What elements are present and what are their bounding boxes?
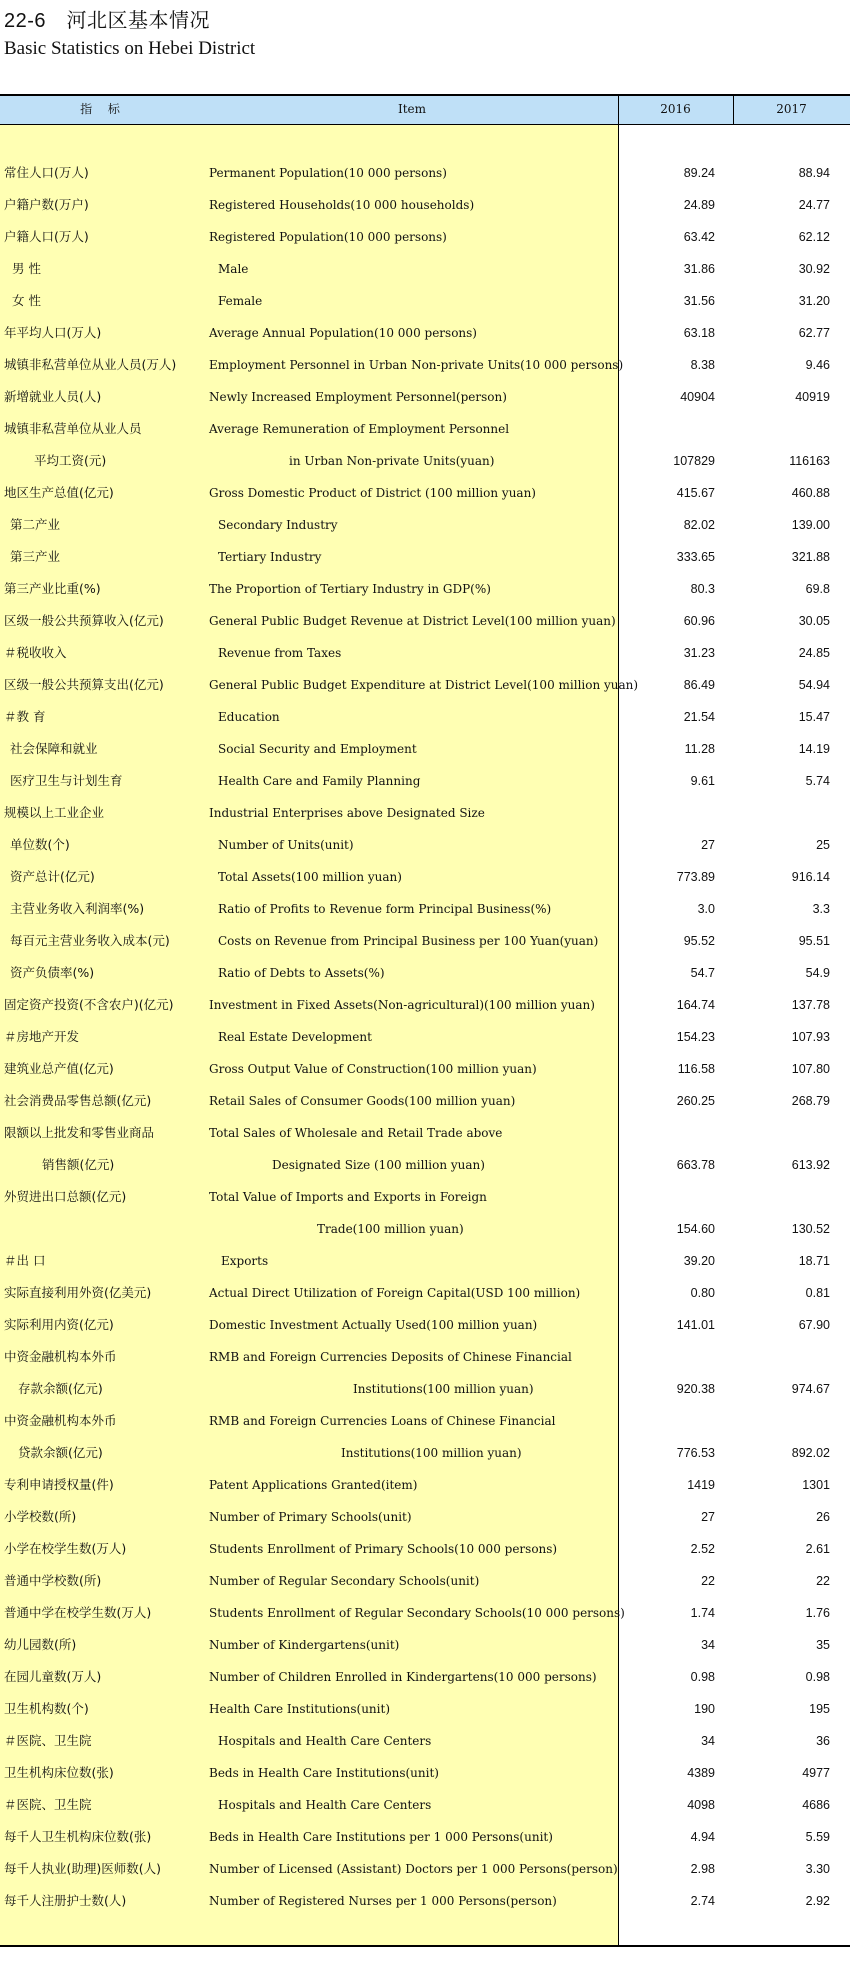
item-en: Number of Primary Schools(unit): [209, 1510, 412, 1524]
table-row: [0, 1309, 850, 1341]
item-en: Female: [218, 294, 263, 308]
item-cn: ＃教 育: [4, 709, 46, 724]
table-row: [0, 1373, 850, 1405]
value-2016: 27: [701, 1510, 715, 1524]
item-en: Beds in Health Care Institutions per 1 000 Persons(unit): [209, 1830, 553, 1844]
value-2017: 613.92: [791, 1158, 830, 1172]
table-row: [0, 829, 850, 861]
item-en: Real Estate Development: [218, 1030, 372, 1044]
value-2017: 321.88: [791, 550, 830, 564]
item-en: Patent Applications Granted(item): [209, 1478, 418, 1492]
value-2017: 36: [816, 1734, 830, 1748]
item-en: Number of Regular Secondary Schools(unit): [209, 1574, 480, 1588]
item-en: Education: [218, 710, 280, 724]
table-row: [0, 157, 850, 189]
value-2017: 40919: [795, 390, 830, 404]
value-2017: 54.9: [805, 966, 830, 980]
value-2017: 460.88: [791, 486, 830, 500]
item-cn: 专利申请授权量(件): [4, 1477, 114, 1492]
item-cn: ＃医院、卫生院: [4, 1797, 92, 1812]
value-2017: 1.76: [805, 1606, 830, 1620]
header-2016: 2016: [660, 102, 691, 116]
header-2017: 2017: [776, 102, 807, 116]
page-subtitle: Basic Statistics on Hebei District: [4, 38, 256, 59]
item-cn: 幼儿园数(所): [4, 1637, 77, 1652]
item-en: Registered Households(10 000 households): [209, 198, 475, 212]
value-2016: 141.01: [676, 1318, 715, 1332]
value-2017: 88.94: [798, 166, 830, 180]
item-en: The Proportion of Tertiary Industry in GDP(%): [209, 582, 491, 596]
value-2017: 31.20: [798, 294, 830, 308]
item-en: Health Care Institutions(unit): [209, 1702, 391, 1716]
value-2017: 4686: [802, 1798, 830, 1812]
item-cn: 资产负债率(%): [10, 965, 95, 980]
table-row: [0, 765, 850, 797]
table-row: [0, 221, 850, 253]
value-2016: 2.52: [690, 1542, 715, 1556]
value-2017: 15.47: [798, 710, 830, 724]
item-en: General Public Budget Revenue at District Level(100 million yuan): [209, 614, 616, 628]
item-cn: 男 性: [12, 261, 41, 276]
value-2017: 26: [816, 1510, 830, 1524]
item-en: RMB and Foreign Currencies Loans of Chinese Financial: [209, 1414, 556, 1428]
item-en: Beds in Health Care Institutions(unit): [209, 1766, 439, 1780]
item-en: Male: [218, 262, 249, 276]
table-row: [0, 349, 850, 381]
item-en: Students Enrollment of Primary Schools(10 000 persons): [209, 1542, 558, 1556]
item-cn: 年平均人口(万人): [4, 325, 102, 340]
table-row: [0, 989, 850, 1021]
item-cn: 外贸进出口总额(亿元): [4, 1189, 127, 1204]
value-2017: 14.19: [798, 742, 830, 756]
table-row: [0, 1405, 850, 1437]
table-row: [0, 1021, 850, 1053]
item-en: Number of Registered Nurses per 1 000 Persons(person): [209, 1894, 557, 1908]
value-2017: 130.52: [791, 1222, 830, 1236]
value-2017: 54.94: [798, 678, 830, 692]
table-row: [0, 1181, 850, 1213]
table-row: [0, 1565, 850, 1597]
item-en: RMB and Foreign Currencies Deposits of Chinese Financial: [209, 1350, 572, 1364]
table-row: [0, 1661, 850, 1693]
table-row: [0, 1629, 850, 1661]
value-2016: 190: [694, 1702, 715, 1716]
value-2016: 22: [701, 1574, 715, 1588]
item-cn: 建筑业总产值(亿元): [4, 1061, 114, 1076]
item-cn: 第三产业: [10, 549, 61, 564]
value-2016: 2.74: [690, 1894, 715, 1908]
item-cn: 普通中学校数(所): [4, 1573, 102, 1588]
table-row: [0, 1885, 850, 1917]
table-row: [0, 1053, 850, 1085]
table-row: [0, 925, 850, 957]
table-row: [0, 285, 850, 317]
item-cn: 普通中学在校学生数(万人): [4, 1605, 152, 1620]
table-row: [0, 1533, 850, 1565]
value-2016: 60.96: [683, 614, 715, 628]
item-en: Institutions(100 million yuan): [341, 1446, 522, 1460]
item-cn: 在园儿童数(万人): [4, 1669, 102, 1684]
item-cn: 每百元主营业务收入成本(元): [10, 933, 170, 948]
table-row: [0, 445, 850, 477]
table-row: [0, 477, 850, 509]
table-bottom-rule: [0, 1945, 850, 1947]
table-row: [0, 1789, 850, 1821]
value-2017: 62.12: [798, 230, 830, 244]
item-cn: 区级一般公共预算收入(亿元): [4, 613, 164, 628]
value-2016: 920.38: [676, 1382, 715, 1396]
item-en: Number of Units(unit): [218, 838, 354, 852]
header-item-en: Item: [397, 102, 427, 116]
table-row: [0, 1149, 850, 1181]
item-cn: 单位数(个): [10, 837, 70, 852]
table-row: [0, 1341, 850, 1373]
value-2016: 24.89: [683, 198, 715, 212]
item-en: Actual Direct Utilization of Foreign Capital(USD 100 million): [209, 1286, 581, 1300]
table-row: [0, 573, 850, 605]
value-2016: 31.86: [683, 262, 715, 276]
item-cn: 新增就业人员(人): [4, 389, 102, 404]
value-2017: 62.77: [798, 326, 830, 340]
item-cn: 社会保障和就业: [10, 741, 98, 756]
item-cn: 区级一般公共预算支出(亿元): [4, 677, 164, 692]
item-cn: 小学校数(所): [4, 1509, 77, 1524]
value-2016: 34: [701, 1734, 715, 1748]
item-en: Gross Domestic Product of District (100 million yuan): [209, 486, 536, 500]
value-2016: 2.98: [690, 1862, 715, 1876]
table-row: [0, 509, 850, 541]
table-row: [0, 957, 850, 989]
item-en: Health Care and Family Planning: [218, 774, 421, 788]
item-cn: 卫生机构数(个): [4, 1701, 89, 1716]
value-2016: 31.56: [683, 294, 715, 308]
item-en: Domestic Investment Actually Used(100 million yuan): [209, 1318, 538, 1332]
item-en: Number of Kindergartens(unit): [209, 1638, 400, 1652]
item-en: Social Security and Employment: [218, 742, 417, 756]
value-2017: 5.74: [805, 774, 830, 788]
value-2016: 95.52: [683, 934, 715, 948]
item-cn: 户籍户数(万户): [4, 197, 89, 212]
table-row: [0, 189, 850, 221]
table-row: [0, 669, 850, 701]
item-cn: 限额以上批发和零售业商品: [4, 1125, 155, 1140]
value-2017: 22: [816, 1574, 830, 1588]
table-row: [0, 381, 850, 413]
value-2017: 107.80: [791, 1062, 830, 1076]
value-2016: 63.18: [683, 326, 715, 340]
value-2016: 8.38: [690, 358, 715, 372]
value-2016: 21.54: [683, 710, 715, 724]
table-row: [0, 1437, 850, 1469]
value-2016: 1.74: [690, 1606, 715, 1620]
table-row: [0, 317, 850, 349]
value-2016: 4098: [687, 1798, 715, 1812]
item-cn: 城镇非私营单位从业人员: [4, 421, 142, 436]
table-row: [0, 1213, 850, 1245]
item-en: Total Sales of Wholesale and Retail Trade above: [209, 1126, 503, 1140]
item-cn: 常住人口(万人): [4, 165, 89, 180]
item-en: Ratio of Profits to Revenue form Principal Business(%): [218, 902, 552, 916]
table-row: [0, 1821, 850, 1853]
item-en: Designated Size (100 million yuan): [272, 1158, 485, 1172]
item-cn: 资产总计(亿元): [10, 869, 95, 884]
value-2017: 5.59: [805, 1830, 830, 1844]
table-row: [0, 1085, 850, 1117]
value-2016: 39.20: [683, 1254, 715, 1268]
item-en: Average Annual Population(10 000 persons): [209, 326, 477, 340]
value-2016: 333.65: [676, 550, 715, 564]
value-2017: 67.90: [798, 1318, 830, 1332]
table-row: [0, 861, 850, 893]
value-2016: 27: [701, 838, 715, 852]
item-cn: 存款余额(亿元): [18, 1381, 103, 1396]
table-row: [0, 1757, 850, 1789]
item-en: Gross Output Value of Construction(100 million yuan): [209, 1062, 537, 1076]
item-en: Industrial Enterprises above Designated Size: [209, 806, 485, 820]
item-cn: 销售额(亿元): [42, 1157, 115, 1172]
item-en: Newly Increased Employment Personnel(person): [209, 390, 507, 404]
value-2016: 11.28: [684, 742, 715, 756]
item-cn: 地区生产总值(亿元): [4, 485, 114, 500]
value-2016: 415.67: [676, 486, 715, 500]
value-2017: 3.3: [812, 902, 830, 916]
table-row: [0, 1277, 850, 1309]
item-cn: 卫生机构床位数(张): [4, 1765, 114, 1780]
value-2016: 107829: [673, 454, 715, 468]
item-cn: 户籍人口(万人): [4, 229, 89, 244]
item-en: Total Assets(100 million yuan): [218, 870, 402, 884]
value-2017: 1301: [802, 1478, 830, 1492]
value-2016: 776.53: [676, 1446, 715, 1460]
item-en: Ratio of Debts to Assets(%): [218, 966, 385, 980]
value-2017: 18.71: [798, 1254, 830, 1268]
value-2017: 0.81: [805, 1286, 830, 1300]
item-cn: 实际直接利用外资(亿美元): [4, 1285, 152, 1300]
item-cn: 固定资产投资(不含农户)(亿元): [4, 997, 174, 1012]
item-en: General Public Budget Expenditure at District Level(100 million yuan): [209, 678, 639, 692]
item-cn: 平均工资(元): [34, 453, 107, 468]
table-row: [0, 1117, 850, 1149]
value-2017: 95.51: [798, 934, 830, 948]
value-2016: 1419: [687, 1478, 715, 1492]
value-2016: 4.94: [690, 1830, 715, 1844]
value-2016: 154.23: [676, 1030, 715, 1044]
table-row: [0, 733, 850, 765]
item-cn: 实际利用内资(亿元): [4, 1317, 114, 1332]
item-cn: 医疗卫生与计划生育: [10, 773, 123, 788]
table-row: [0, 797, 850, 829]
value-2016: 82.02: [683, 518, 715, 532]
table-row: [0, 1853, 850, 1885]
item-en: Permanent Population(10 000 persons): [209, 166, 447, 180]
value-2016: 773.89: [676, 870, 715, 884]
value-2016: 0.80: [690, 1286, 715, 1300]
header-item-cn: 指 标: [80, 102, 126, 116]
item-en: Number of Licensed (Assistant) Doctors per 1 000 Persons(person): [209, 1862, 618, 1876]
item-en: Students Enrollment of Regular Secondary Schools(10 000 persons): [209, 1606, 625, 1620]
item-cn: 中资金融机构本外币: [4, 1413, 117, 1428]
value-2016: 164.74: [676, 998, 715, 1012]
page-title: 22-6 河北区基本情况: [4, 10, 211, 32]
item-cn: 城镇非私营单位从业人员(万人): [4, 357, 177, 372]
item-en: Tertiary Industry: [218, 550, 322, 564]
table-row: [0, 413, 850, 445]
value-2016: 260.25: [676, 1094, 715, 1108]
value-2017: 24.77: [798, 198, 830, 212]
table-row: [0, 1469, 850, 1501]
table-row: [0, 1693, 850, 1725]
value-2017: 3.30: [805, 1862, 830, 1876]
item-en: Employment Personnel in Urban Non-private Units(10 000 persons): [209, 358, 624, 372]
value-2016: 63.42: [683, 230, 715, 244]
value-2017: 116163: [789, 454, 830, 468]
table-row: [0, 1725, 850, 1757]
value-2016: 9.61: [690, 774, 715, 788]
item-cn: ＃房地产开发: [4, 1029, 80, 1044]
value-2017: 892.02: [791, 1446, 830, 1460]
value-2017: 974.67: [791, 1382, 830, 1396]
item-en: Trade(100 million yuan): [317, 1222, 464, 1236]
item-en: Registered Population(10 000 persons): [209, 230, 447, 244]
table-row: [0, 541, 850, 573]
item-en: Institutions(100 million yuan): [353, 1382, 534, 1396]
table-row: [0, 1597, 850, 1629]
value-2016: 116.58: [677, 1062, 715, 1076]
item-en: Exports: [221, 1254, 269, 1268]
value-2017: 35: [816, 1638, 830, 1652]
table-row: [0, 637, 850, 669]
value-2016: 40904: [680, 390, 715, 404]
value-2017: 24.85: [798, 646, 830, 660]
item-cn: 每千人执业(助理)医师数(人): [4, 1861, 162, 1876]
table-row: [0, 1501, 850, 1533]
table-row: [0, 1245, 850, 1277]
value-2017: 195: [809, 1702, 830, 1716]
item-cn: ＃出 口: [4, 1253, 46, 1268]
item-en: Investment in Fixed Assets(Non-agricultural)(100 million yuan): [209, 998, 595, 1012]
value-2017: 4977: [802, 1766, 830, 1780]
value-2017: 30.05: [798, 614, 830, 628]
value-2016: 34: [701, 1638, 715, 1652]
item-en: in Urban Non-private Units(yuan): [289, 454, 495, 468]
item-en: Total Value of Imports and Exports in Foreign: [209, 1190, 487, 1204]
header-column-divider: [733, 95, 734, 124]
value-2017: 2.61: [805, 1542, 830, 1556]
value-2016: 54.7: [690, 966, 715, 980]
value-2017: 2.92: [805, 1894, 830, 1908]
item-cn: 小学在校学生数(万人): [4, 1541, 127, 1556]
table-row: [0, 253, 850, 285]
item-en: Average Remuneration of Employment Personnel: [209, 422, 510, 436]
item-cn: 主营业务收入利润率(%): [10, 901, 145, 916]
value-2016: 86.49: [683, 678, 715, 692]
value-2017: 30.92: [798, 262, 830, 276]
value-2016: 0.98: [690, 1670, 715, 1684]
item-cn: 社会消费品零售总额(亿元): [4, 1093, 152, 1108]
item-en: Retail Sales of Consumer Goods(100 million yuan): [209, 1094, 516, 1108]
item-cn: 每千人注册护士数(人): [4, 1893, 127, 1908]
item-en: Secondary Industry: [218, 518, 338, 532]
value-2017: 139.00: [791, 518, 830, 532]
value-2016: 4389: [687, 1766, 715, 1780]
value-2017: 9.46: [805, 358, 830, 372]
value-2016: 31.23: [683, 646, 715, 660]
item-cn: ＃医院、卫生院: [4, 1733, 92, 1748]
value-2017: 0.98: [805, 1670, 830, 1684]
value-2017: 107.93: [791, 1030, 830, 1044]
item-cn: 第三产业比重(%): [4, 581, 101, 596]
item-en: Revenue from Taxes: [218, 646, 342, 660]
value-2017: 137.78: [791, 998, 830, 1012]
item-cn: 每千人卫生机构床位数(张): [4, 1829, 152, 1844]
table-row: [0, 605, 850, 637]
value-2017: 916.14: [791, 870, 830, 884]
value-2016: 663.78: [676, 1158, 715, 1172]
value-2016: 80.3: [690, 582, 715, 596]
value-2016: 154.60: [676, 1222, 715, 1236]
item-en: Hospitals and Health Care Centers: [218, 1798, 432, 1812]
item-cn: 第二产业: [10, 517, 61, 532]
value-2017: 69.8: [805, 582, 830, 596]
item-en: Number of Children Enrolled in Kindergartens(10 000 persons): [209, 1670, 597, 1684]
value-2017: 268.79: [791, 1094, 830, 1108]
value-2016: 3.0: [697, 902, 715, 916]
item-en: Hospitals and Health Care Centers: [218, 1734, 432, 1748]
table-row: [0, 893, 850, 925]
value-2016: 89.24: [683, 166, 715, 180]
value-2017: 25: [816, 838, 830, 852]
item-en: Costs on Revenue from Principal Business per 100 Yuan(yuan): [218, 934, 599, 948]
table-row: [0, 701, 850, 733]
item-cn: ＃税收收入: [4, 645, 67, 660]
item-cn: 规模以上工业企业: [4, 805, 105, 820]
item-cn: 贷款余额(亿元): [18, 1445, 103, 1460]
item-cn: 中资金融机构本外币: [4, 1349, 117, 1364]
item-cn: 女 性: [12, 293, 41, 308]
